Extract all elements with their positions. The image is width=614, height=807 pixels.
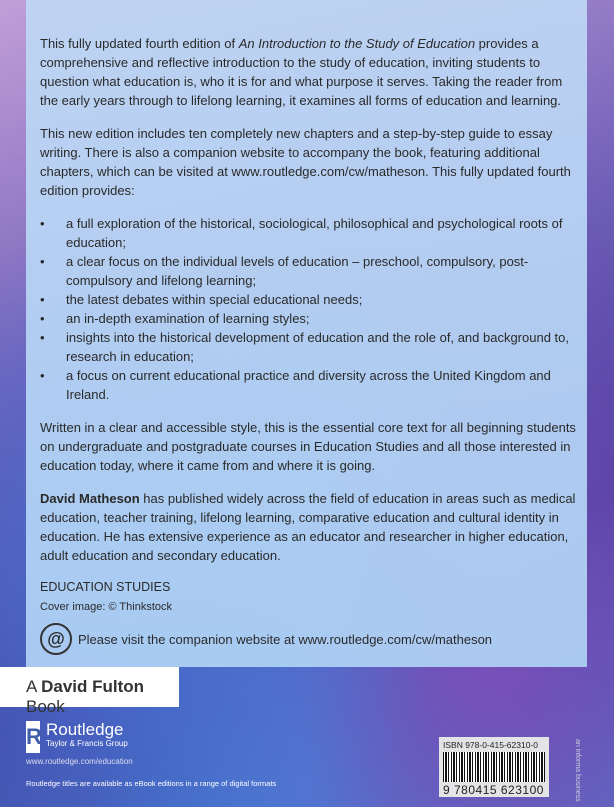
companion-website-icon: @ <box>40 623 72 655</box>
audience-paragraph: Written in a clear and accessible style, this is the essential core text for all beginning students on undergraduate and postgraduate courses in Education Studies and all those interested in education today, where it came from and where it is going. <box>40 420 576 473</box>
intro-paragraph: This fully updated fourth edition of An Introduction to the Study of Education provides a comprehensive and reflective introduction to the study of education, inviting students to question what education is, who it is for and what purpose it serves. Taking the reader from the early years through to lifelong learning, it examines all forms of education and learning. <box>40 36 563 108</box>
category-label: EDUCATION STUDIES <box>40 580 171 594</box>
book-title: An Introduction to the Study of Education <box>238 36 476 51</box>
cover-credit: Cover image: © Thinkstock <box>40 601 173 613</box>
bottom-section <box>0 667 614 807</box>
edition-paragraph: This new edition includes ten completely new chapters and a step-by-step guide to essay writing. There is also a companion website to accompany the book, featuring additional chapters, which can be visited at www.routledge.com/cw/matheson. This fully updated fourth edition provides: <box>40 126 571 198</box>
publisher-url[interactable]: www.routledge.com/education <box>26 757 133 766</box>
companion-website <box>40 623 579 655</box>
informa-label: an informa business <box>574 739 581 802</box>
publisher-logo: R Routledge Taylor & Francis Group www.routledge.com/education <box>26 720 133 766</box>
feature-list <box>40 214 579 404</box>
ebook-note: Routledge titles are available as eBook editions in a range of digital formats <box>26 779 277 788</box>
author-name: David Matheson <box>40 491 140 506</box>
author-bio: David Matheson has published widely across the field of education in areas such as medical education, teacher training, lifelong learning, comparative education and cultural identity in education. He has extensive experience as an educator and researcher in higher education, adult education and secondary education. <box>40 491 576 563</box>
list-item: • the latest debates within special educational needs; <box>40 290 579 309</box>
imprint-label: A David Fulton Book <box>0 667 179 707</box>
companion-text[interactable]: Please visit the companion website at www.routledge.com/cw/matheson <box>78 631 493 647</box>
list-item: • an in-depth examination of learning styles; <box>40 309 579 328</box>
list-item: • a focus on current educational practice and diversity across the United Kingdom and Ireland. <box>40 366 579 404</box>
list-item: • insights into the historical development of education and the role of, and background to, research in education; <box>40 328 579 366</box>
routledge-logo-icon: R <box>26 721 40 753</box>
barcode-icon <box>443 752 545 782</box>
list-item: • a full exploration of the historical, sociological, philosophical and psychological roots of education; <box>40 214 579 252</box>
isbn-barcode: ISBN 978-0-415-62310-0 9 780415 623100 <box>439 737 549 797</box>
description-panel <box>26 0 587 667</box>
list-item: • a clear focus on the individual levels of education – preschool, compulsory, post-compulsory and lifelong learning; <box>40 252 579 290</box>
